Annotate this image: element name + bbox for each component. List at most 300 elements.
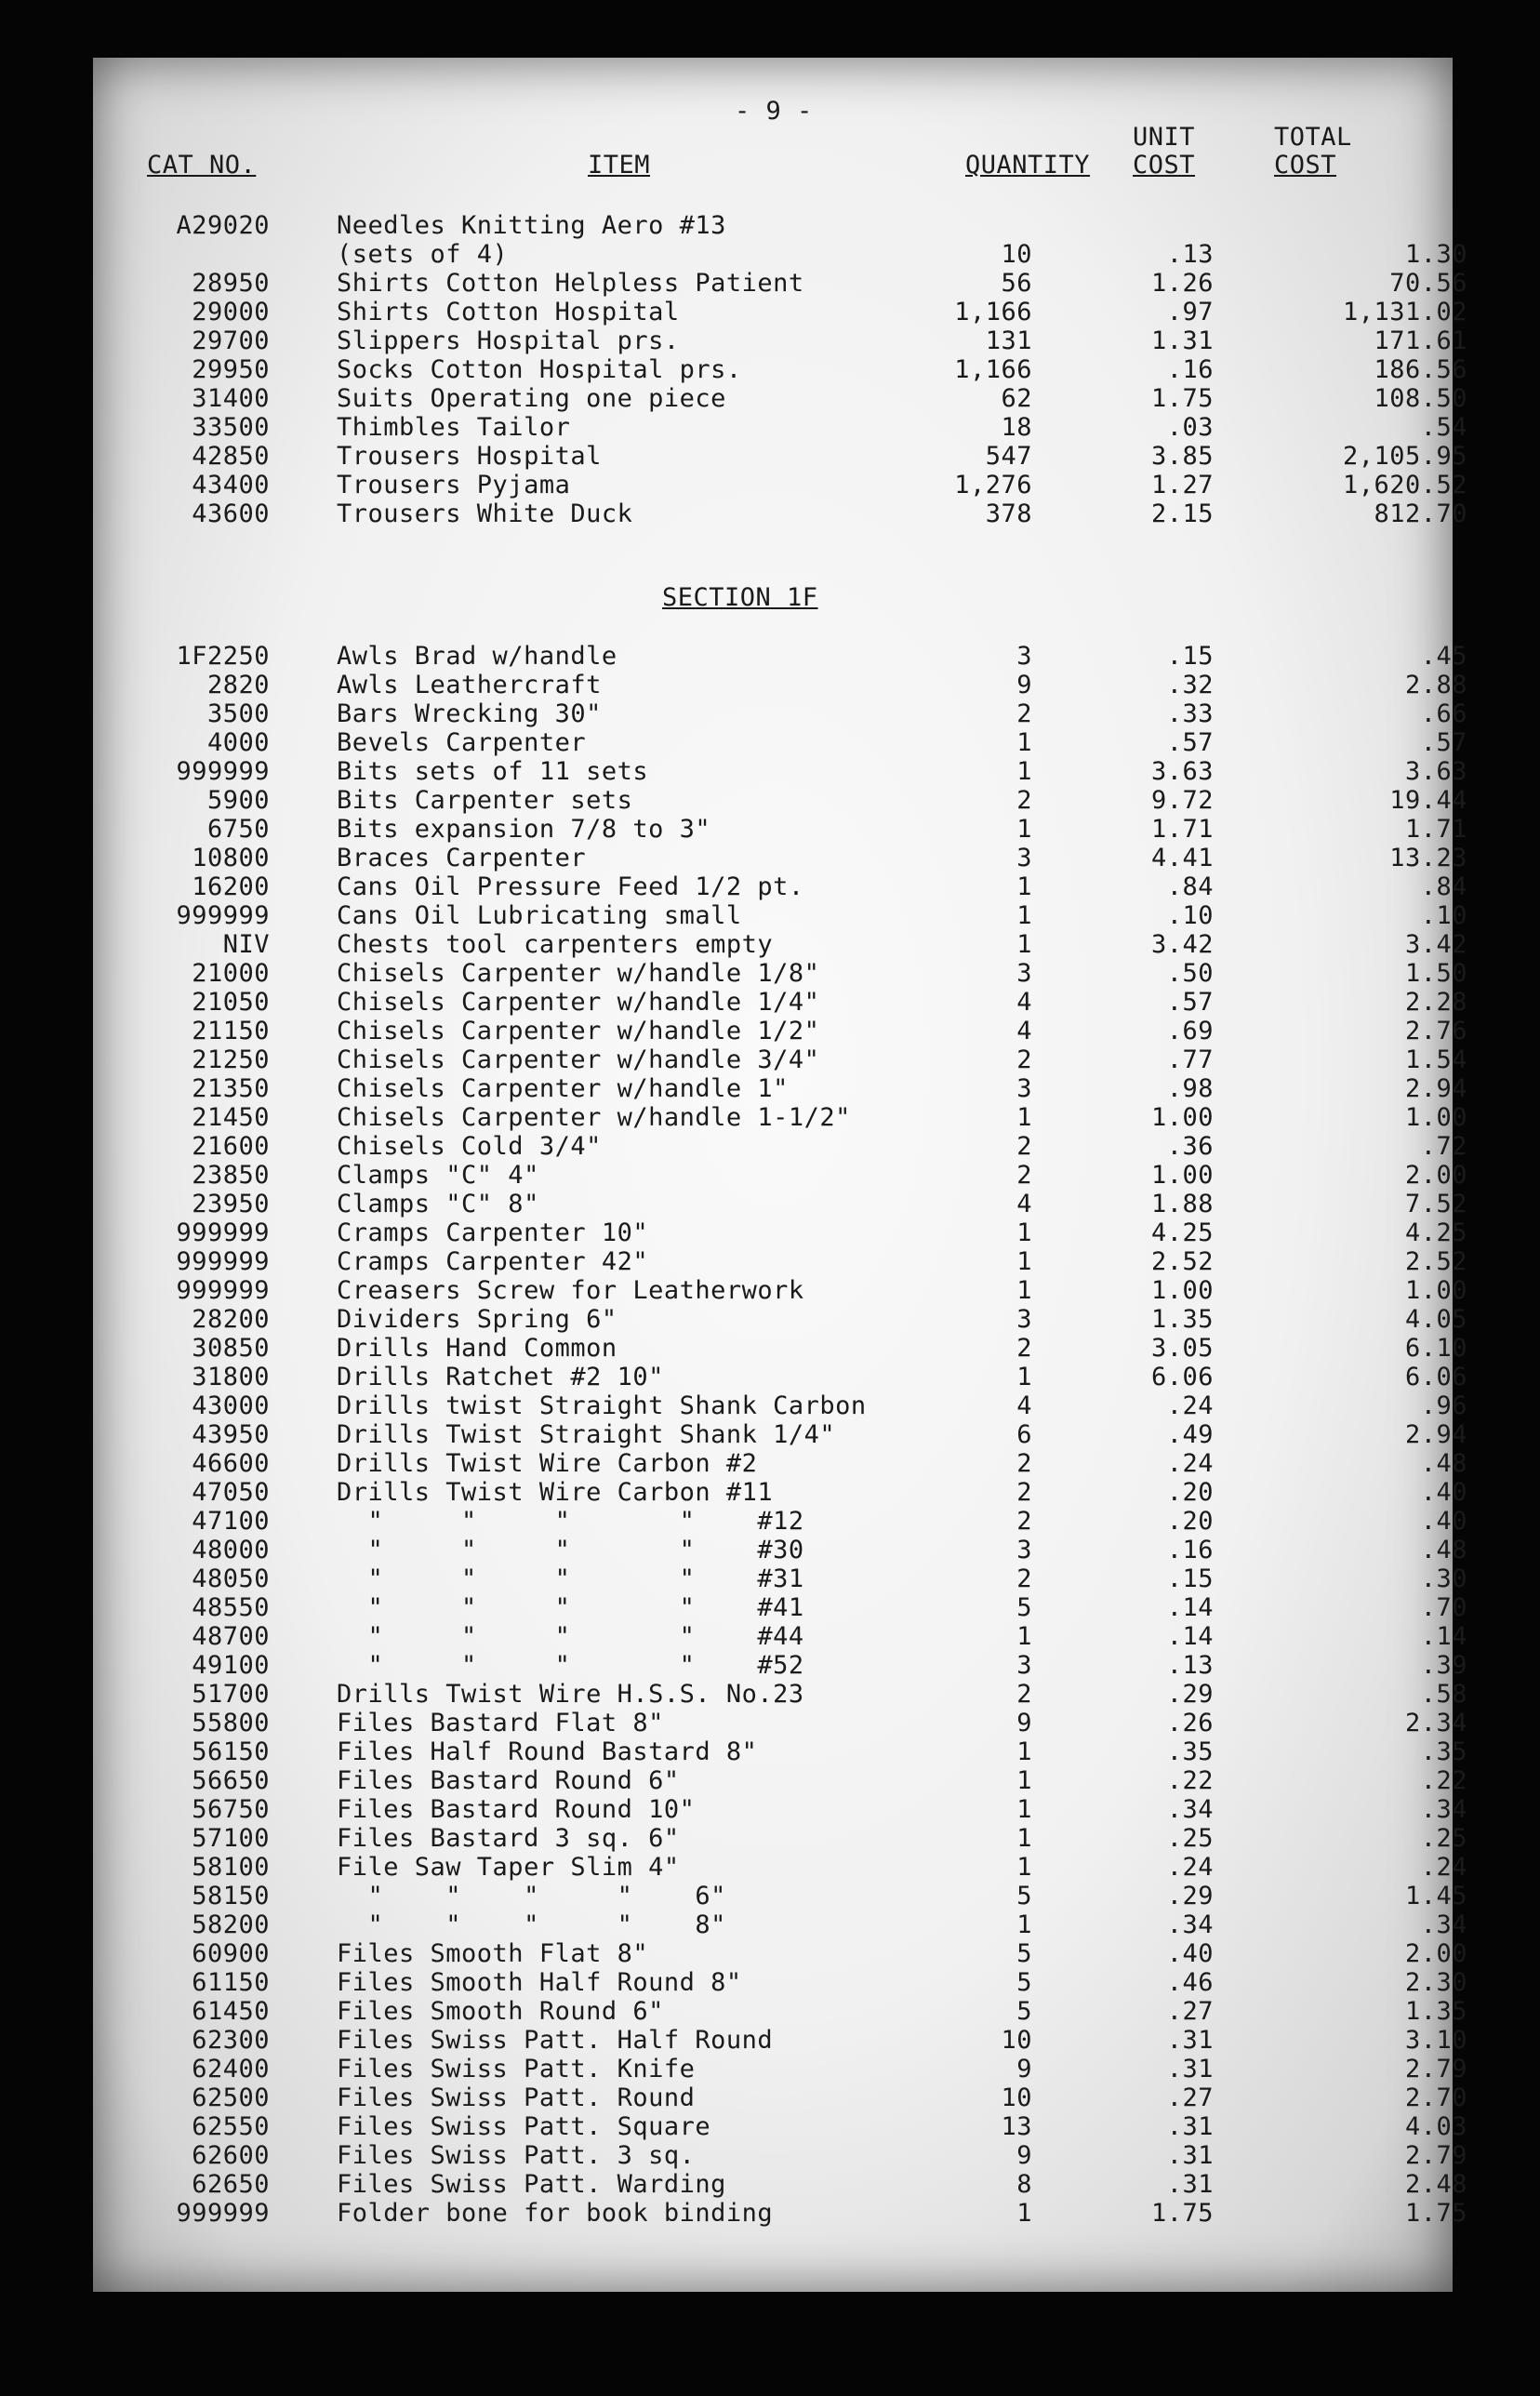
item-description: Socks Cotton Hospital prs. xyxy=(337,355,742,384)
total-cost: 6.06 xyxy=(1404,1363,1467,1391)
cat-number: 999999 xyxy=(176,1218,270,1247)
unit-cost: 1.31 xyxy=(1150,326,1214,355)
total-cost: .39 xyxy=(1420,1651,1467,1680)
total-cost: 108.50 xyxy=(1374,384,1467,413)
item-description: " " " " #52 xyxy=(337,1651,804,1680)
header-total-cost-line2: COST xyxy=(1274,151,1337,180)
item-description: Chisels Carpenter w/handle 1/2" xyxy=(337,1017,820,1045)
header-unit-cost-line1: UNIT xyxy=(1133,123,1196,152)
cat-number: 43950 xyxy=(192,1420,270,1449)
cat-number: 999999 xyxy=(176,1276,270,1305)
total-cost: 2.76 xyxy=(1404,1017,1467,1045)
item-description: Bits Carpenter sets xyxy=(337,786,633,815)
cat-number: 28950 xyxy=(192,269,270,298)
unit-cost: .14 xyxy=(1166,1593,1214,1622)
unit-cost: .16 xyxy=(1166,355,1214,384)
total-cost: .34 xyxy=(1420,1910,1467,1939)
item-description: Drills Twist Wire H.S.S. No.23 xyxy=(337,1680,804,1709)
cat-number: 55800 xyxy=(192,1709,270,1737)
unit-cost: 4.41 xyxy=(1150,844,1214,872)
quantity: 4 xyxy=(1016,1391,1032,1420)
unit-cost: 1.71 xyxy=(1150,815,1214,844)
total-cost: 186.56 xyxy=(1374,355,1467,384)
total-cost: .72 xyxy=(1420,1132,1467,1161)
total-cost: 2.00 xyxy=(1404,1939,1467,1968)
item-description: Chests tool carpenters empty xyxy=(337,930,774,959)
total-cost: 812.70 xyxy=(1374,499,1467,528)
total-cost: 1,131.02 xyxy=(1342,298,1467,326)
total-cost: 1.30 xyxy=(1404,240,1467,269)
page-number: - 9 - xyxy=(735,97,813,126)
total-cost: 2.79 xyxy=(1404,2055,1467,2083)
quantity: 10 xyxy=(1001,240,1032,269)
total-cost: .35 xyxy=(1420,1737,1467,1766)
unit-cost: .20 xyxy=(1166,1478,1214,1507)
total-cost: 1.50 xyxy=(1404,959,1467,988)
total-cost: 2.30 xyxy=(1404,1968,1467,1997)
cat-number: 48000 xyxy=(192,1536,270,1564)
cat-number: 21000 xyxy=(192,959,270,988)
unit-cost: .40 xyxy=(1166,1939,1214,1968)
quantity: 2 xyxy=(1016,1680,1032,1709)
unit-cost: 4.25 xyxy=(1150,1218,1214,1247)
quantity: 1 xyxy=(1016,872,1032,901)
total-cost: 2.94 xyxy=(1404,1074,1467,1103)
item-description: Files Smooth Flat 8" xyxy=(337,1939,649,1968)
document-page xyxy=(93,58,1467,2292)
item-description: Files Swiss Patt. Warding xyxy=(337,2170,726,2199)
total-cost: .34 xyxy=(1420,1795,1467,1824)
cat-number: 31800 xyxy=(192,1363,270,1391)
item-description: (sets of 4) xyxy=(337,240,509,269)
item-description: Braces Carpenter xyxy=(337,844,587,872)
item-description: Cramps Carpenter 10" xyxy=(337,1218,649,1247)
cat-number: 47050 xyxy=(192,1478,270,1507)
unit-cost: 3.42 xyxy=(1150,930,1214,959)
unit-cost: 3.63 xyxy=(1150,757,1214,786)
total-cost: .30 xyxy=(1420,1564,1467,1593)
unit-cost: 3.05 xyxy=(1150,1334,1214,1363)
item-description: Drills Hand Common xyxy=(337,1334,617,1363)
item-description: Drills twist Straight Shank Carbon xyxy=(337,1391,867,1420)
total-cost: .24 xyxy=(1420,1853,1467,1882)
quantity: 1,166 xyxy=(954,298,1032,326)
cat-number: 42850 xyxy=(192,442,270,471)
item-description: Files Smooth Round 6" xyxy=(337,1997,664,2026)
cat-number: 57100 xyxy=(192,1824,270,1853)
quantity: 2 xyxy=(1016,1132,1032,1161)
cat-number: 10800 xyxy=(192,844,270,872)
total-cost: 3.63 xyxy=(1404,757,1467,786)
cat-number: 3500 xyxy=(206,699,270,728)
cat-number: 6750 xyxy=(206,815,270,844)
unit-cost: .57 xyxy=(1166,988,1214,1017)
item-description: " " " " #31 xyxy=(337,1564,804,1593)
cat-number: 49100 xyxy=(192,1651,270,1680)
cat-number: 56650 xyxy=(192,1766,270,1795)
quantity: 9 xyxy=(1016,1709,1032,1737)
total-cost: 7.52 xyxy=(1404,1190,1467,1218)
unit-cost: .16 xyxy=(1166,1536,1214,1564)
quantity: 3 xyxy=(1016,1651,1032,1680)
cat-number: 51700 xyxy=(192,1680,270,1709)
unit-cost: 2.15 xyxy=(1150,499,1214,528)
quantity: 9 xyxy=(1016,671,1032,699)
quantity: 13 xyxy=(1001,2112,1032,2141)
item-description: Cans Oil Pressure Feed 1/2 pt. xyxy=(337,872,804,901)
total-cost: .70 xyxy=(1420,1593,1467,1622)
item-description: Shirts Cotton Helpless Patient xyxy=(337,269,804,298)
total-cost: 1.75 xyxy=(1404,2199,1467,2228)
unit-cost: .13 xyxy=(1166,240,1214,269)
header-quantity: QUANTITY xyxy=(965,151,1091,180)
cat-number: 21250 xyxy=(192,1045,270,1074)
cat-number: 62550 xyxy=(192,2112,270,2141)
cat-number: 48700 xyxy=(192,1622,270,1651)
quantity: 378 xyxy=(985,499,1032,528)
quantity: 1 xyxy=(1016,1795,1032,1824)
quantity: 4 xyxy=(1016,988,1032,1017)
cat-number: 30850 xyxy=(192,1334,270,1363)
cat-number: 999999 xyxy=(176,2199,270,2228)
item-description: Files Swiss Patt. Knife xyxy=(337,2055,696,2083)
quantity: 1 xyxy=(1016,1622,1032,1651)
item-description: Files Smooth Half Round 8" xyxy=(337,1968,742,1997)
unit-cost: 1.35 xyxy=(1150,1305,1214,1334)
quantity: 1 xyxy=(1016,1247,1032,1276)
unit-cost: .27 xyxy=(1166,1997,1214,2026)
unit-cost: .34 xyxy=(1166,1795,1214,1824)
quantity: 5 xyxy=(1016,1939,1032,1968)
item-description: Files Bastard Round 10" xyxy=(337,1795,696,1824)
total-cost: .40 xyxy=(1420,1478,1467,1507)
total-cost: 2.70 xyxy=(1404,2083,1467,2112)
unit-cost: .77 xyxy=(1166,1045,1214,1074)
unit-cost: .24 xyxy=(1166,1391,1214,1420)
quantity: 131 xyxy=(985,326,1032,355)
total-cost: 1.00 xyxy=(1404,1276,1467,1305)
quantity: 1 xyxy=(1016,728,1032,757)
cat-number: 29000 xyxy=(192,298,270,326)
quantity: 5 xyxy=(1016,1593,1032,1622)
total-cost: 4.03 xyxy=(1404,2112,1467,2141)
unit-cost: 1.88 xyxy=(1150,1190,1214,1218)
quantity: 3 xyxy=(1016,642,1032,671)
item-description: Files Bastard Round 6" xyxy=(337,1766,680,1795)
unit-cost: .14 xyxy=(1166,1622,1214,1651)
cat-number: 62400 xyxy=(192,2055,270,2083)
cat-number: 29950 xyxy=(192,355,270,384)
cat-number: 58150 xyxy=(192,1882,270,1910)
unit-cost: 1.00 xyxy=(1150,1276,1214,1305)
total-cost: .57 xyxy=(1420,728,1467,757)
quantity: 1 xyxy=(1016,1853,1032,1882)
unit-cost: .50 xyxy=(1166,959,1214,988)
unit-cost: .69 xyxy=(1166,1017,1214,1045)
cat-number: 62300 xyxy=(192,2026,270,2055)
total-cost: 2.88 xyxy=(1404,671,1467,699)
unit-cost: .31 xyxy=(1166,2170,1214,2199)
cat-number: 48050 xyxy=(192,1564,270,1593)
total-cost: 2.94 xyxy=(1404,1420,1467,1449)
total-cost: 3.42 xyxy=(1404,930,1467,959)
unit-cost: .10 xyxy=(1166,901,1214,930)
quantity: 1 xyxy=(1016,1737,1032,1766)
total-cost: 13.23 xyxy=(1389,844,1467,872)
cat-number: 62650 xyxy=(192,2170,270,2199)
unit-cost: .25 xyxy=(1166,1824,1214,1853)
quantity: 56 xyxy=(1001,269,1032,298)
quantity: 3 xyxy=(1016,1305,1032,1334)
unit-cost: .98 xyxy=(1166,1074,1214,1103)
unit-cost: .31 xyxy=(1166,2026,1214,2055)
item-description: Trousers Hospital xyxy=(337,442,602,471)
cat-number: 61150 xyxy=(192,1968,270,1997)
cat-number: 56750 xyxy=(192,1795,270,1824)
total-cost: 2.52 xyxy=(1404,1247,1467,1276)
quantity: 4 xyxy=(1016,1190,1032,1218)
unit-cost: .24 xyxy=(1166,1853,1214,1882)
total-cost: .45 xyxy=(1420,642,1467,671)
cat-number: 999999 xyxy=(176,757,270,786)
item-description: Cramps Carpenter 42" xyxy=(337,1247,649,1276)
item-description: Files Swiss Patt. Round xyxy=(337,2083,696,2112)
quantity: 1,166 xyxy=(954,355,1032,384)
quantity: 1 xyxy=(1016,1218,1032,1247)
item-description: " " " " #41 xyxy=(337,1593,804,1622)
cat-number: 28200 xyxy=(192,1305,270,1334)
unit-cost: .27 xyxy=(1166,2083,1214,2112)
unit-cost: 2.52 xyxy=(1150,1247,1214,1276)
quantity: 1 xyxy=(1016,815,1032,844)
total-cost: .10 xyxy=(1420,901,1467,930)
total-cost: 2.48 xyxy=(1404,2170,1467,2199)
item-description: " " " " #44 xyxy=(337,1622,804,1651)
unit-cost: 3.85 xyxy=(1150,442,1214,471)
total-cost: 1.71 xyxy=(1404,815,1467,844)
quantity: 3 xyxy=(1016,844,1032,872)
total-cost: 3.10 xyxy=(1404,2026,1467,2055)
unit-cost: 1.00 xyxy=(1150,1103,1214,1132)
unit-cost: .29 xyxy=(1166,1680,1214,1709)
unit-cost: .24 xyxy=(1166,1449,1214,1478)
item-description: " " " " 6" xyxy=(337,1882,726,1910)
quantity: 4 xyxy=(1016,1017,1032,1045)
cat-number: 23950 xyxy=(192,1190,270,1218)
item-description: Drills Twist Wire Carbon #11 xyxy=(337,1478,774,1507)
total-cost: 2.79 xyxy=(1404,2141,1467,2170)
quantity: 1 xyxy=(1016,930,1032,959)
cat-number: 60900 xyxy=(192,1939,270,1968)
quantity: 2 xyxy=(1016,1564,1032,1593)
cat-number: 62600 xyxy=(192,2141,270,2170)
cat-number: 16200 xyxy=(192,872,270,901)
quantity: 2 xyxy=(1016,699,1032,728)
cat-number: 21450 xyxy=(192,1103,270,1132)
cat-number: 46600 xyxy=(192,1449,270,1478)
item-description: Drills Twist Wire Carbon #2 xyxy=(337,1449,758,1478)
quantity: 1 xyxy=(1016,1910,1032,1939)
cat-number: 58100 xyxy=(192,1853,270,1882)
total-cost: 1.00 xyxy=(1404,1103,1467,1132)
quantity: 9 xyxy=(1016,2141,1032,2170)
unit-cost: 6.06 xyxy=(1150,1363,1214,1391)
section-title: SECTION 1F xyxy=(662,583,818,612)
total-cost: 4.05 xyxy=(1404,1305,1467,1334)
unit-cost: .33 xyxy=(1166,699,1214,728)
quantity: 1 xyxy=(1016,1363,1032,1391)
item-description: Files Swiss Patt. Half Round xyxy=(337,2026,774,2055)
unit-cost: .15 xyxy=(1166,642,1214,671)
quantity: 1 xyxy=(1016,901,1032,930)
quantity: 3 xyxy=(1016,1536,1032,1564)
quantity: 10 xyxy=(1001,2083,1032,2112)
item-description: Chisels Cold 3/4" xyxy=(337,1132,602,1161)
item-description: " " " " #30 xyxy=(337,1536,804,1564)
quantity: 3 xyxy=(1016,959,1032,988)
item-description: Chisels Carpenter w/handle 1-1/2" xyxy=(337,1103,851,1132)
cat-number: 61450 xyxy=(192,1997,270,2026)
cat-number: 29700 xyxy=(192,326,270,355)
unit-cost: .36 xyxy=(1166,1132,1214,1161)
item-description: Trousers Pyjama xyxy=(337,471,571,499)
item-description: Files Swiss Patt. Square xyxy=(337,2112,711,2141)
cat-number: 56150 xyxy=(192,1737,270,1766)
total-cost: .54 xyxy=(1420,413,1467,442)
item-description: Bars Wrecking 30" xyxy=(337,699,602,728)
quantity: 2 xyxy=(1016,1478,1032,1507)
total-cost: .22 xyxy=(1420,1766,1467,1795)
item-description: Folder bone for book binding xyxy=(337,2199,774,2228)
total-cost: 2.28 xyxy=(1404,988,1467,1017)
unit-cost: 1.27 xyxy=(1150,471,1214,499)
item-description: Chisels Carpenter w/handle 1" xyxy=(337,1074,789,1103)
quantity: 62 xyxy=(1001,384,1032,413)
quantity: 6 xyxy=(1016,1420,1032,1449)
cat-number: 21150 xyxy=(192,1017,270,1045)
header-cat-no: CAT NO. xyxy=(147,151,257,180)
item-description: Files Half Round Bastard 8" xyxy=(337,1737,758,1766)
cat-number: 999999 xyxy=(176,1247,270,1276)
total-cost: 4.25 xyxy=(1404,1218,1467,1247)
total-cost: .66 xyxy=(1420,699,1467,728)
total-cost: 1.54 xyxy=(1404,1045,1467,1074)
total-cost: .48 xyxy=(1420,1449,1467,1478)
cat-number: 43400 xyxy=(192,471,270,499)
item-description: Bevels Carpenter xyxy=(337,728,587,757)
cat-number: 33500 xyxy=(192,413,270,442)
total-cost: .40 xyxy=(1420,1507,1467,1536)
cat-number: 48550 xyxy=(192,1593,270,1622)
item-description: Cans Oil Lubricating small xyxy=(337,901,742,930)
item-description: Files Bastard Flat 8" xyxy=(337,1709,664,1737)
quantity: 1 xyxy=(1016,1276,1032,1305)
item-description: Needles Knitting Aero #13 xyxy=(337,211,726,240)
item-description: Clamps "C" 4" xyxy=(337,1161,539,1190)
unit-cost: 1.75 xyxy=(1150,2199,1214,2228)
item-description: Chisels Carpenter w/handle 1/4" xyxy=(337,988,820,1017)
quantity: 1,276 xyxy=(954,471,1032,499)
cat-number: 47100 xyxy=(192,1507,270,1536)
unit-cost: .84 xyxy=(1166,872,1214,901)
quantity: 2 xyxy=(1016,1507,1032,1536)
cat-number: 21050 xyxy=(192,988,270,1017)
item-description: Drills Twist Straight Shank 1/4" xyxy=(337,1420,836,1449)
header-item: ITEM xyxy=(588,151,651,180)
item-description: Clamps "C" 8" xyxy=(337,1190,539,1218)
item-description: Files Swiss Patt. 3 sq. xyxy=(337,2141,696,2170)
total-cost: .84 xyxy=(1420,872,1467,901)
item-description: Dividers Spring 6" xyxy=(337,1305,617,1334)
unit-cost: .57 xyxy=(1166,728,1214,757)
item-description: Thimbles Tailor xyxy=(337,413,571,442)
unit-cost: .97 xyxy=(1166,298,1214,326)
quantity: 1 xyxy=(1016,757,1032,786)
total-cost: 2.34 xyxy=(1404,1709,1467,1737)
unit-cost: .32 xyxy=(1166,671,1214,699)
unit-cost: .46 xyxy=(1166,1968,1214,1997)
unit-cost: .35 xyxy=(1166,1737,1214,1766)
unit-cost: .31 xyxy=(1166,2055,1214,2083)
unit-cost: .03 xyxy=(1166,413,1214,442)
cat-number: 58200 xyxy=(192,1910,270,1939)
cat-number: 43600 xyxy=(192,499,270,528)
quantity: 1 xyxy=(1016,2199,1032,2228)
total-cost: 1,620.52 xyxy=(1342,471,1467,499)
quantity: 8 xyxy=(1016,2170,1032,2199)
quantity: 1 xyxy=(1016,1824,1032,1853)
quantity: 2 xyxy=(1016,1045,1032,1074)
item-description: Bits expansion 7/8 to 3" xyxy=(337,815,711,844)
unit-cost: .34 xyxy=(1166,1910,1214,1939)
item-description: Slippers Hospital prs. xyxy=(337,326,680,355)
quantity: 2 xyxy=(1016,1334,1032,1363)
cat-number: NIV xyxy=(222,930,270,959)
quantity: 5 xyxy=(1016,1968,1032,1997)
total-cost: 2,105.95 xyxy=(1342,442,1467,471)
item-description: Awls Brad w/handle xyxy=(337,642,617,671)
item-description: " " " " 8" xyxy=(337,1910,726,1939)
total-cost: .48 xyxy=(1420,1536,1467,1564)
cat-number: 43000 xyxy=(192,1391,270,1420)
unit-cost: .29 xyxy=(1166,1882,1214,1910)
quantity: 18 xyxy=(1001,413,1032,442)
total-cost: .58 xyxy=(1420,1680,1467,1709)
item-description: Chisels Carpenter w/handle 1/8" xyxy=(337,959,820,988)
header-total-cost-line1: TOTAL xyxy=(1274,123,1352,152)
total-cost: .25 xyxy=(1420,1824,1467,1853)
quantity: 10 xyxy=(1001,2026,1032,2055)
item-description: Chisels Carpenter w/handle 3/4" xyxy=(337,1045,820,1074)
cat-number: 1F2250 xyxy=(176,642,270,671)
unit-cost: .31 xyxy=(1166,2112,1214,2141)
quantity: 1 xyxy=(1016,1766,1032,1795)
item-description: Bits sets of 11 sets xyxy=(337,757,649,786)
total-cost: 1.45 xyxy=(1404,1882,1467,1910)
cat-number: 2820 xyxy=(206,671,270,699)
header-unit-cost-line2: COST xyxy=(1133,151,1196,180)
unit-cost: .26 xyxy=(1166,1709,1214,1737)
item-description: Trousers White Duck xyxy=(337,499,633,528)
cat-number: 21600 xyxy=(192,1132,270,1161)
cat-number: 5900 xyxy=(206,786,270,815)
item-description: Suits Operating one piece xyxy=(337,384,726,413)
total-cost: 70.56 xyxy=(1389,269,1467,298)
unit-cost: 1.00 xyxy=(1150,1161,1214,1190)
total-cost: 171.61 xyxy=(1374,326,1467,355)
unit-cost: .22 xyxy=(1166,1766,1214,1795)
cat-number: 999999 xyxy=(176,901,270,930)
